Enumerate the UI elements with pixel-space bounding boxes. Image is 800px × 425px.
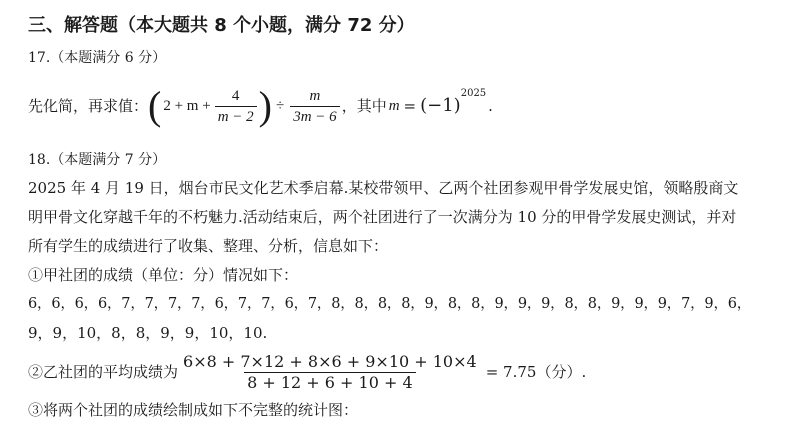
q18-item-3: ③将两个社团的成绩绘制成如下不完整的统计图： (28, 401, 359, 419)
open-paren: ( (148, 83, 162, 128)
average-numerator: 6×8 + 7×12 + 8×6 + 9×10 + 10×4 (183, 351, 477, 371)
where-text: ，其中 (341, 97, 387, 115)
item2-prefix: ②乙社团的平均成绩为 (28, 363, 179, 381)
q18-para-line-3: 所有学生的成绩进行了收集、整理、分析，信息如下： (28, 237, 389, 255)
q17-prompt: 先化简，再求值： (28, 97, 149, 115)
power-exponent: 2025 (460, 88, 487, 99)
q18-header: 18.（本题满分 7 分） (28, 152, 167, 168)
divide-sign: ÷ (275, 98, 285, 114)
average-denominator: 8 + 12 + 6 + 10 + 4 (244, 372, 416, 392)
fraction-4-over-m-minus-2 (215, 87, 257, 126)
close-paren: ) (258, 83, 272, 128)
average-result: = 7.75（分）. (485, 363, 587, 381)
frac1-numerator: 4 (231, 87, 240, 104)
fraction-m-over-3m-minus-6 (290, 87, 339, 126)
q17-problem (28, 84, 493, 128)
expr-lead: 2 + m + (163, 98, 211, 114)
q17-header: 17.（本题满分 6 分） (28, 50, 167, 66)
power-base: (−1) (420, 95, 461, 116)
q18-item-2 (28, 350, 586, 394)
average-fraction (180, 353, 480, 392)
scores-line-1: 6，6，6，6，7，7，7，7，6，7，7，6，7，8，8，8，8，9，8，8，9，9，9，8，8，9，9，9，7，9，6， (28, 296, 752, 312)
frac1-denominator: m − 2 (215, 106, 257, 126)
scores-line-2: 9，9，10，8，8，9，9，10，10. (28, 324, 268, 342)
q18-para-line-1: 2025 年 4 月 19 日，烟台市民文化艺术季启幕.某校带领甲、乙两个社团参观甲骨学发展史馆，领略殷商文 (28, 179, 739, 197)
frac2-denominator: 3m − 6 (290, 106, 339, 126)
q18-item-1: ①甲社团的成绩（单位：分）情况如下： (28, 266, 299, 284)
var-m: m (388, 98, 400, 114)
expr-end: . (488, 97, 493, 115)
q18-para-line-2: 明甲骨文化穿越千年的不朽魅力.活动结束后，两个社团进行了一次满分为 10 分的甲骨学发展史测试，并对 (28, 208, 737, 226)
equals-sign: = (403, 97, 417, 115)
q17-expression (148, 83, 342, 128)
frac2-numerator: m (309, 87, 321, 104)
section-title: 三、解答题（本大题共 8 个小题，满分 72 分） (28, 15, 415, 36)
